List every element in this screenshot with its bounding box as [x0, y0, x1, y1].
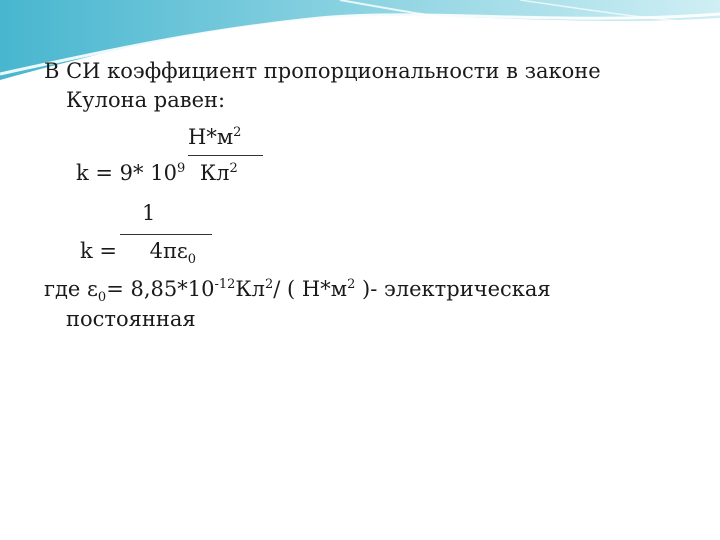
formula-fraction-rule [120, 234, 212, 235]
k-formula-denominator-sub: 0 [187, 252, 196, 267]
eps-unit2-exp: 2 [347, 277, 356, 292]
eps-tail: )- электрическая [355, 277, 551, 301]
eps-exp: -12 [214, 277, 236, 292]
k-si-prefix: k = 9* 10 [76, 161, 177, 185]
formula-numerator: 1 [142, 201, 156, 225]
unit-numerator-base: Н*м [188, 125, 234, 149]
eps-slash: / ( Н*м [273, 277, 348, 301]
unit-fraction-rule [188, 155, 263, 156]
text-line-last: постоянная [66, 307, 196, 331]
eps-sub: 0 [97, 290, 107, 305]
unit-numerator [188, 124, 241, 154]
k-si-exp: 9 [176, 161, 186, 176]
k-si-value [76, 160, 238, 190]
unit-numerator-exp: 2 [233, 125, 242, 140]
text-line-1: В СИ коэффициент пропорциональности в законе [44, 59, 601, 83]
k-si-unit-exp: 2 [229, 161, 238, 176]
eps-prefix: где ε [44, 277, 98, 301]
epsilon-definition [44, 276, 551, 306]
text-line-2: Кулона равен: [66, 88, 226, 112]
k-formula-denominator: 4πε [149, 239, 188, 263]
eps-unit1-exp: 2 [265, 277, 274, 292]
k-formula-prefix: k = [80, 239, 124, 263]
eps-value: = 8,85*10 [106, 277, 215, 301]
k-si-unit: Кл [199, 161, 230, 185]
eps-unit1: Кл [235, 277, 265, 301]
k-formula [80, 238, 196, 268]
